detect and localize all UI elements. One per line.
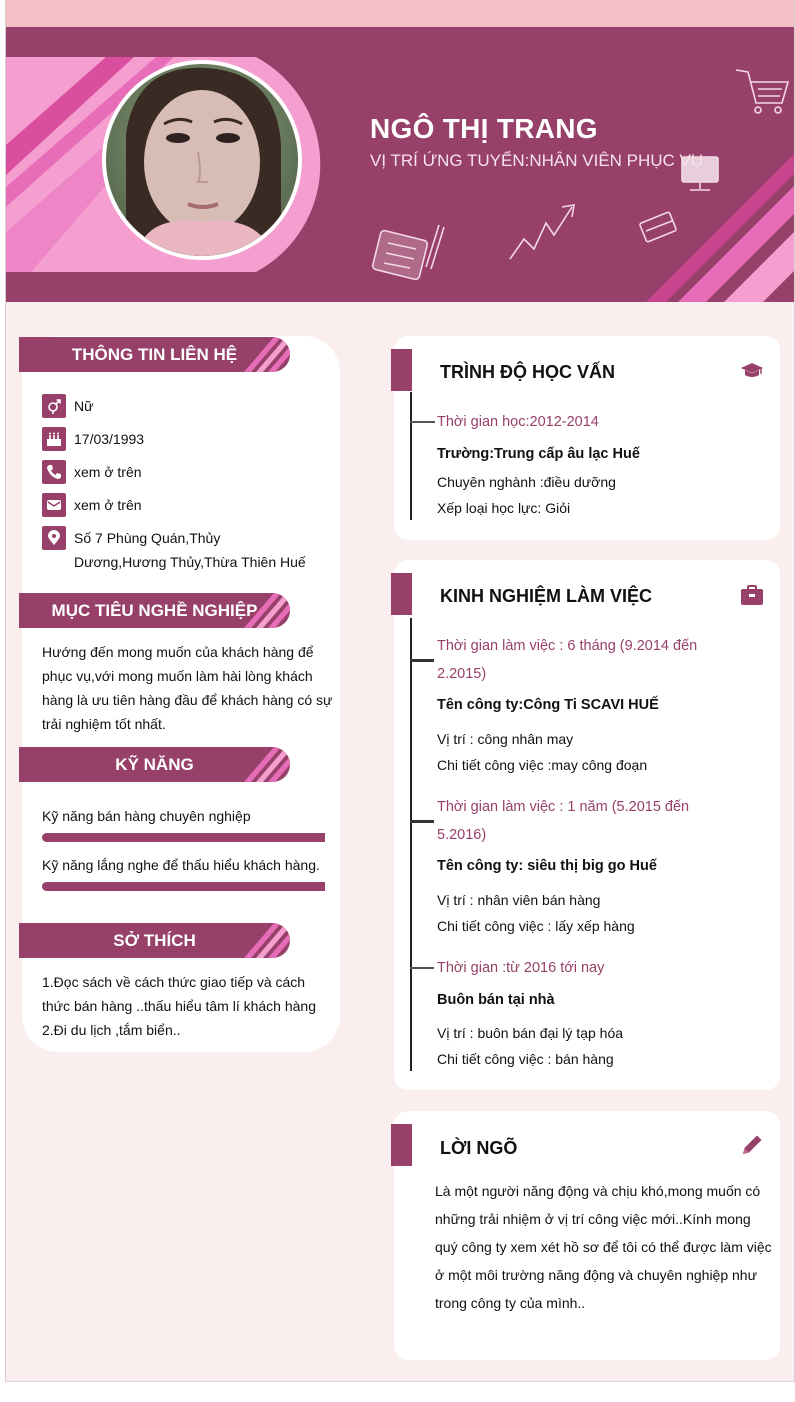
experience-time: Thời gian làm việc : 6 tháng (9.2014 đến 2.2015) <box>437 638 698 682</box>
skill-level-bar <box>42 833 325 842</box>
section-objective-header <box>19 593 290 628</box>
contact-gender-text: Nữ <box>74 398 94 414</box>
experience-title: KINH NGHIỆM LÀM VIỆC <box>440 586 653 606</box>
cv-page <box>5 0 795 1382</box>
phone-icon <box>42 460 66 484</box>
trend-arrow-icon <box>510 205 574 259</box>
credit-card-icon <box>639 212 676 243</box>
skill-level-bar <box>42 882 325 891</box>
skill-name: Kỹ năng lắng nghe để thấu hiểu khách hàng. <box>42 857 320 873</box>
education-title: TRÌNH ĐỘ HỌC VẤN <box>440 362 615 382</box>
timeline-tick <box>410 421 435 423</box>
experience-detail: Chi tiết công việc :may công đoạn <box>437 757 648 773</box>
avatar-photo <box>106 64 298 256</box>
education-major: Chuyên nghành :điều dưỡng <box>437 474 616 490</box>
candidate-name: NGÔ THỊ TRANG <box>370 113 598 144</box>
section-contact-title: THÔNG TIN LIÊN HỆ <box>71 345 238 364</box>
hobby-line: 2.Đi du lịch ,tắm biển.. <box>42 1022 181 1038</box>
timeline-line <box>410 618 412 1071</box>
cv-header <box>6 27 794 302</box>
stripe-decoration-icon <box>234 923 290 958</box>
timeline-tick <box>410 820 434 823</box>
section-skills-header <box>19 747 290 782</box>
section-marker <box>391 573 412 615</box>
stripe-decoration-icon <box>234 337 290 372</box>
hobby-line: 1.Đọc sách về cách thức giao tiếp và cách thức bán hàng ..thấu hiểu tâm lí khách hàng <box>42 974 317 1014</box>
section-skills-title: KỸ NĂNG <box>115 755 194 774</box>
section-contact-header <box>19 337 290 372</box>
contact-phone <box>42 460 314 484</box>
contact-birthday <box>42 427 314 451</box>
timeline-tick <box>410 967 434 969</box>
section-marker <box>391 349 412 391</box>
section-marker <box>391 1124 412 1166</box>
experience-role: Vị trí : công nhân may <box>437 731 574 747</box>
education-time: Thời gian học:2012-2014 <box>437 414 599 430</box>
education-school: Trường:Trung cấp âu lạc Huế <box>437 446 640 462</box>
contact-phone-text: xem ở trên <box>74 464 142 480</box>
education-grade: Xếp loại học lực: Giỏi <box>437 500 571 516</box>
experience-company: Tên công ty: siêu thị big go Huế <box>437 858 657 874</box>
gender-icon <box>42 394 66 418</box>
avatar-frame <box>102 60 302 260</box>
intro-title: LỜI NGÕ <box>440 1138 518 1158</box>
cart-icon <box>736 70 788 113</box>
experience-detail: Chi tiết công việc : bán hàng <box>437 1051 614 1067</box>
contact-email-text: xem ở trên <box>74 497 142 513</box>
section-objective-title: MỤC TIÊU NGHỀ NGHIỆP <box>51 601 258 620</box>
clipboard-pen-icon <box>372 225 444 280</box>
experience-role: Vị trí : nhân viên bán hàng <box>437 892 601 908</box>
contact-address-text: Số 7 Phùng Quán,Thủy Dương,Hương Thủy,Thừa Thiên Huế <box>74 530 306 570</box>
timeline-line <box>410 392 412 520</box>
stripe-decoration-icon <box>234 747 290 782</box>
contact-birthday-text: 17/03/1993 <box>74 431 145 447</box>
section-hobbies-title: SỞ THÍCH <box>113 931 196 950</box>
contact-gender <box>42 394 314 418</box>
briefcase-icon <box>740 583 764 607</box>
objective-text: Hướng đến mong muốn của khách hàng để phục vụ,với mong muốn làm hài lòng khách hàng là ưu tiên hàng đầu để khách hàng có sự trải nghiệm tốt nhất. <box>42 644 333 732</box>
experience-company: Tên công ty:Công Ti SCAVI HUẾ <box>437 697 659 713</box>
contact-email <box>42 493 314 517</box>
location-pin-icon <box>42 526 66 550</box>
timeline-tick <box>410 659 434 662</box>
experience-card <box>394 560 780 1090</box>
hobbies-text <box>42 970 334 1042</box>
intro-card <box>394 1111 780 1360</box>
contact-address <box>42 526 314 574</box>
intro-text: Là một người năng động và chịu khó,mong muốn có những trải nhiệm ở vị trí công việc mới..Kính mong quý công ty xem xét hồ sơ để tôi có thể được làm việc ở một môi trường năng động và chuyên nghiệp như trong công ty của mình.. <box>435 1183 772 1311</box>
experience-role: Vị trí : buôn bán đại lý tạp hóa <box>437 1025 624 1041</box>
experience-time: Thời gian làm việc : 1 năm (5.2015 đến 5.2016) <box>437 799 690 843</box>
experience-time: Thời gian :từ 2016 tới nay <box>437 960 605 976</box>
birthday-cake-icon <box>42 427 66 451</box>
education-card <box>394 336 780 540</box>
section-hobbies-header <box>19 923 290 958</box>
graduation-cap-icon <box>740 359 764 383</box>
email-icon <box>42 493 66 517</box>
pencil-icon <box>740 1133 764 1157</box>
skill-name: Kỹ năng bán hàng chuyên nghiệp <box>42 808 251 824</box>
applied-position: VỊ TRÍ ỨNG TUYỂN:NHÂN VIÊN PHỤC VỤ <box>370 151 704 170</box>
experience-company: Buôn bán tại nhà <box>437 992 555 1008</box>
top-strip <box>6 0 794 27</box>
experience-detail: Chi tiết công việc : lấy xếp hàng <box>437 918 635 934</box>
